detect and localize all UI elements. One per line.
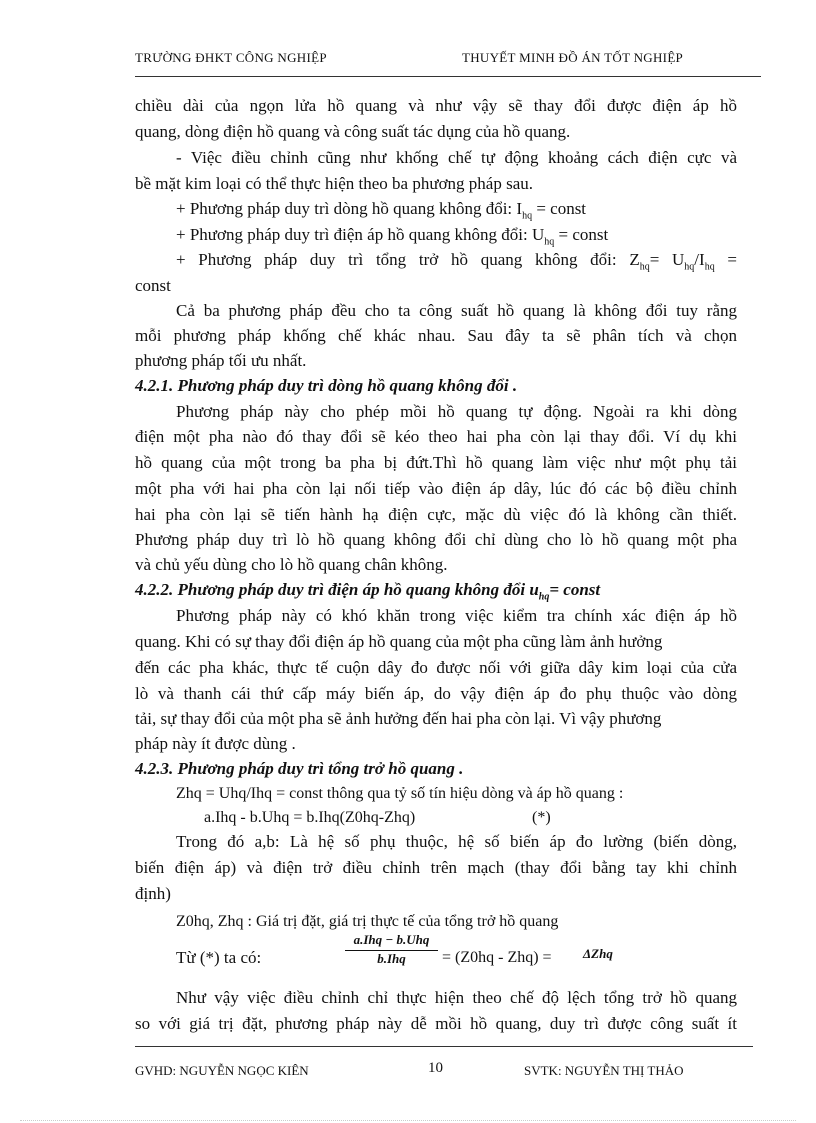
text-line: so với giá trị đặt, phương pháp này dễ mồi hồ quang, duy trì được công suất ít <box>135 1014 737 1033</box>
fraction <box>345 932 438 967</box>
section-heading: 4.2.2. Phương pháp duy trì điện áp hồ quang không đổi $u_{hq}=$ const <box>135 580 601 603</box>
text-line: Phương pháp này cho phép mồi hồ quang tự động. Ngoài ra khi dòng <box>176 402 737 421</box>
text-line: Z0hq, Zhq : Giá trị đặt, giá trị thực tế của tổng trở hồ quang <box>176 913 559 930</box>
header-left: TRƯỜNG ĐHKT CÔNG NGHIỆP <box>135 50 327 65</box>
text-line: một pha với hai pha còn lại nối tiếp vào điện áp dây, lúc đó các bộ điều chỉnh <box>135 479 737 498</box>
text-line: Trong đó a,b: Là hệ số phụ thuộc, hệ số biến áp đo lường (biến dòng, <box>176 832 737 851</box>
text-line: định) <box>135 884 171 903</box>
page-number: 10 <box>428 1060 443 1076</box>
equation: a.Ihq - b.Uhq = b.Ihq(Z0hq-Zhq) <box>204 809 416 826</box>
text-line: const <box>135 276 171 295</box>
method-item: + Phương pháp duy trì tổng trở hồ quang không đổi: $Z_{hq}= U_{hq}/I_{hq}$ = <box>176 250 737 272</box>
header-right: THUYẾT MINH ĐỒ ÁN TỐT NGHIỆP <box>462 50 684 65</box>
text-line: hồ quang của một trong ba pha bị đứt.Thì hồ quang làm việc như một phụ tải <box>135 453 737 472</box>
text-line: Như vậy việc điều chỉnh chỉ thực hiện theo chế độ lệch tổng trở hồ quang <box>176 988 737 1007</box>
method-item: + Phương pháp duy trì điện áp hồ quang không đổi: $U_{hq}$ = const <box>176 225 609 248</box>
equation-result: ΔZhq <box>583 946 613 961</box>
text-line: đến các pha khác, thực tế cuộn dây đo được nối với giữa dây kim loại của cửa <box>135 658 737 677</box>
text-line: bề mặt kim loại có thể thực hiện theo ba phương pháp sau. <box>135 174 534 193</box>
text-line: mỗi phương pháp khống chế khác nhau. Sau đây ta sẽ phân tích và chọn <box>135 326 737 345</box>
text-line: chiều dài của ngọn lửa hồ quang và như vậy sẽ thay đổi được điện áp hồ <box>135 96 737 115</box>
text-line: biến điện áp) và điện trở điều chỉnh trên mạch (thay đổi bằng tay khi chỉnh <box>135 858 737 877</box>
equation: = (Z0hq - Zhq) = <box>442 949 552 966</box>
text-line: lò và thanh cái thứ cấp máy biến áp, do vậy điện áp đo phụ thuộc vào dòng <box>135 684 737 703</box>
footer-rule <box>135 1046 753 1047</box>
text-line: - Việc điều chỉnh cũng như khống chế tự động khoảng cách điện cực và <box>176 148 737 167</box>
text-line: tải, sự thay đổi của một pha sẽ ảnh hưởng đến hai pha còn lại. Vì vậy phương <box>135 709 662 728</box>
section-heading: 4.2.1. Phương pháp duy trì dòng hồ quang không đổi . <box>135 376 518 395</box>
text-line: quang. Khi có sự thay đổi điện áp hồ quang của một pha cũng làm ảnh hưởng <box>135 632 663 651</box>
method-item: + Phương pháp duy trì dòng hồ quang không đổi: $I_{hq}$ = const <box>176 199 587 222</box>
text-line: và chủ yếu dùng cho lò hồ quang chân không. <box>135 555 448 574</box>
footer-left: GVHD: NGUYỄN NGỌC KIÊN <box>135 1063 309 1078</box>
footer-right: SVTK: NGUYỄN THỊ THẢO <box>524 1063 684 1078</box>
header-rule <box>135 76 761 77</box>
text-line: Phương pháp duy trì lò hồ quang không đổi chỉ dùng cho lò hồ quang một pha <box>135 530 737 549</box>
text-line: phương pháp tối ưu nhất. <box>135 351 307 370</box>
text-line: Cả ba phương pháp đều cho ta công suất hồ quang là không đổi tuy rằng <box>176 301 737 320</box>
text-line: quang, dòng điện hồ quang và công suất tác dụng của hồ quang. <box>135 122 571 141</box>
section-heading: 4.2.3. Phương pháp duy trì tổng trở hồ quang . <box>135 759 464 778</box>
text-line: Từ (*) ta có: <box>176 948 262 967</box>
text-line: Phương pháp này có khó khăn trong việc kiểm tra chính xác điện áp hồ <box>176 606 737 625</box>
equation: Zhq = Uhq/Ihq = const thông qua tỷ số tín hiệu dòng và áp hồ quang : <box>176 785 624 802</box>
text-line: pháp này ít được dùng . <box>135 734 296 753</box>
text-line: hai pha còn lại sẽ tiến hành hạ điện cực, mặc dù việc đó là không cần thiết. <box>135 505 737 524</box>
fraction-denominator: b.Ihq <box>377 951 406 966</box>
text-line: điện một pha nào đó thay đổi sẽ kéo theo hai pha còn lại thay đổi. Ví dụ khi <box>135 427 737 446</box>
equation-tag: (*) <box>532 809 551 826</box>
fraction-numerator: a.Ihq − b.Uhq <box>345 932 438 951</box>
page-edge-divider <box>20 1120 796 1121</box>
